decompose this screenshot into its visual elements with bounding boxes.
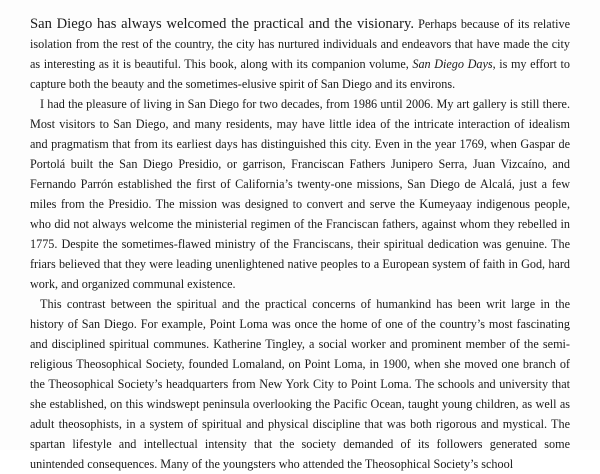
book-title: San Diego Days [412,57,493,71]
body-text [30,14,570,474]
paragraph-1 [30,14,570,94]
lead-sentence: San Diego has always welcomed the practical and the visionary. [30,16,414,32]
paragraph-1-text-a: Perhaps because of its relative isolation from the rest of the country, the city has nurtured individuals and endeavors that have made the city as interesting as it is beautiful. This book, along with its companion volume, [30,17,570,71]
paragraph-3: This contrast between the spiritual and the practical concerns of humankind has been writ large in the history of San Diego. For example, Point Loma was once the home of one of the country’s most fascinating and disciplined spiritual communes. Katherine Tingley, a social worker and prominent member of the semi-religious Theosophical Society, founded Lomaland, on Point Loma, in 1900, when she moved one branch of the Theosophical Society’s headquarters from New York City to Point Loma. The schools and university that she established, on this windswept peninsula overlooking the Pacific Ocean, taught young children, as well as adult theosophists, in a system of spiritual and physical discipline that was both rigorous and mystical. The spartan lifestyle and intellectual intensity that the society demanded of its followers generated some unintended consequences. Many of the youngsters who attended the Theosophical Society’s school [30,297,570,471]
paragraph-1-text-b: , is my effort to capture both the beauty and the sometimes-elusive spirit of San Diego and its environs. [30,57,570,91]
paragraph-2: I had the pleasure of living in San Diego for two decades, from 1986 until 2006. My art gallery is still there. Most visitors to San Diego, and many residents, may have little idea of the intricate interaction of idealism and pragmatism that from its earliest days has distinguished this city. Even in the year 1769, when Gaspar de Portolá built the San Diego Presidio, or garrison, Franciscan Fathers Junipero Serra, Juan Vizcaíno, and Fernando Parrón established the first of California’s twenty-one missions, San Diego de Alcalá, just a few miles from the Presidio. The mission was designed to convert and serve the Kumeyaay indigenous people, who did not always welcome the ministerial regimen of the Franciscan fathers, against whom they rebelled in 1775. Despite the sometimes-flawed ministry of the Franciscans, their spiritual dedication was genuine. The friars believed that they were leading unenlightened native peoples to a European system of faith in God, hard work, and organized communal existence. [30,97,570,291]
